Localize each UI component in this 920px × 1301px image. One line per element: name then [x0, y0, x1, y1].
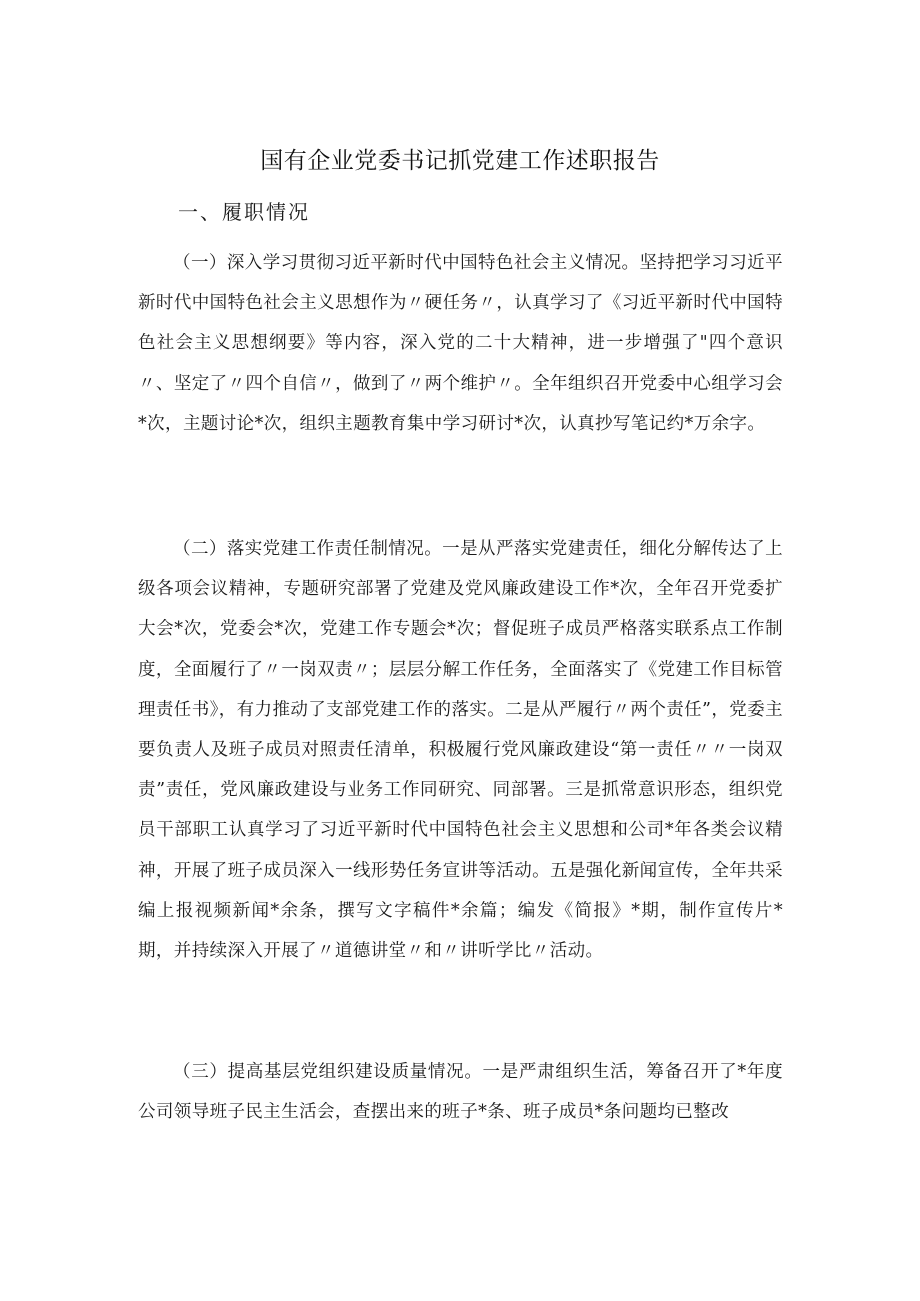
document-title: 国有企业党委书记抓党建工作述职报告	[260, 148, 660, 174]
paragraph-organization: （三）提高基层党组织建设质量情况。一是严肃组织生活，筹备召开了*年度公司领导班子民主生活会，查摆出来的班子*条、班子成员*条问题均已整改	[138, 1062, 783, 1123]
paragraph-study: （一）深入学习贯彻习近平新时代中国特色社会主义情况。坚持把学习习近平新时代中国特色社会主义思想作为〃硬任务〃，认真学习了《习近平新时代中国特色社会主义思想纲要》等内容，深入党的二十大精神，进一步增强了"四个意识〃、坚定了〃四个自信〃，做到了〃两个维护〃。全年组织召开党委中心组学习会*次，主题讨论*次，组织主题教育集中学习研讨*次，认真抄写笔记约*万余字。	[138, 253, 783, 434]
paragraph-responsibility: （二）落实党建工作责任制情况。一是从严落实党建责任，细化分解传达了上级各项会议精神，专题研究部署了党建及党风廉政建设工作*次，全年召开党委扩大会*次，党委会*次，党建工作专题会*次；督促班子成员严格落实联系点工作制度，全面履行了〃一岗双责〃；层层分解工作任务，全面落实了《党建工作目标管理责任书》，有力推动了支部党建工作的落实。二是从严履行〃两个责任”，党委主要负责人及班子成员对照责任清单，积极履行党风廉政建设“第一责任〃〃一岗双责”责任，党风廉政建设与业务工作同研究、同部署。三是抓常意识形态，组织党员干部职工认真学习了习近平新时代中国特色社会主义思想和公司*年各类会议精神，开展了班子成员深入一线形势任务宣讲等活动。五是强化新闻宣传，全年共采编上报视频新闻*余条，撰写文字稿件*余篇；编发《简报》*期，制作宣传片*期，并持续深入开展了〃道德讲堂〃和〃讲听学比〃活动。	[138, 539, 783, 962]
section-heading: 一、履职情况	[178, 200, 310, 224]
